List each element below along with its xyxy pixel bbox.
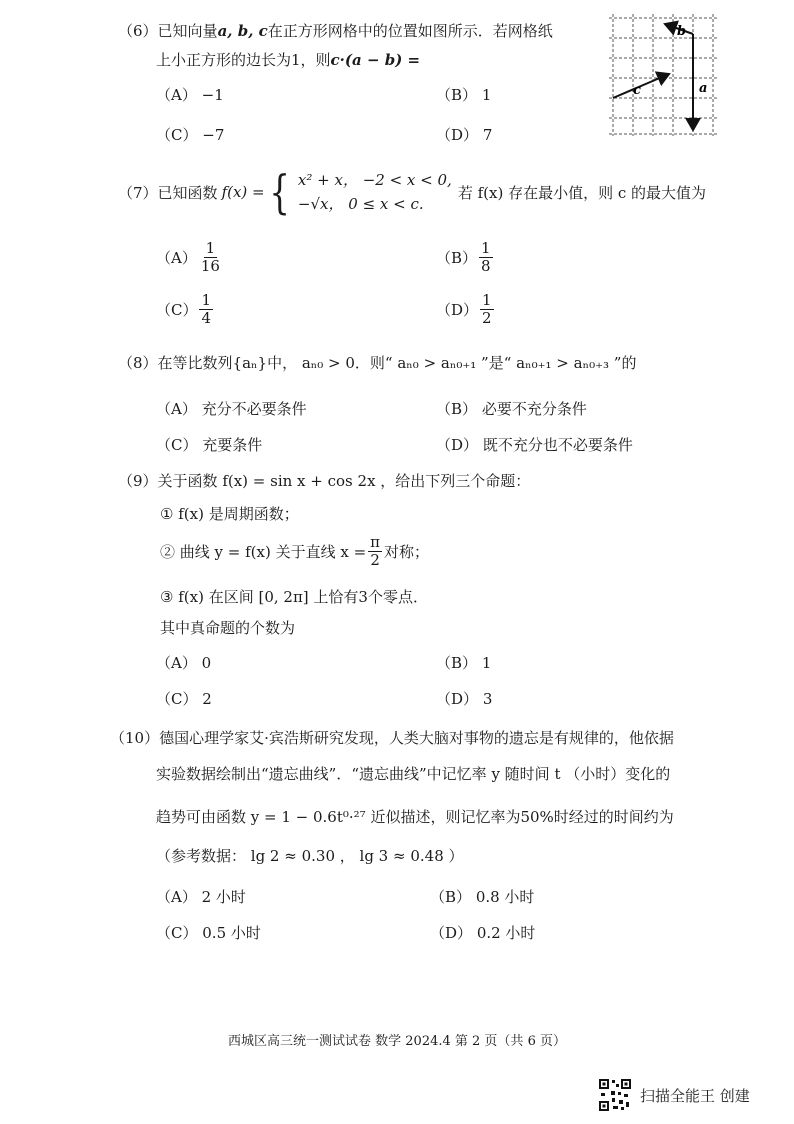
q9-option-c: （C） 2 [156, 690, 212, 708]
q6-expression: c·(a − b) = [330, 51, 421, 69]
q7-piecewise: { x² + x， −2 < x < 0, −√x， 0 ≤ x < c. [269, 165, 452, 219]
q6-stem-line1 [118, 20, 553, 41]
q8-option-d: （D） 既不充分也不必要条件 [436, 436, 633, 454]
watermark-text: 扫描全能王 创建 [640, 1086, 750, 1105]
q7-option-c: （C） $\frac{1}{4}$ [156, 291, 212, 327]
q9-proposition-1: ① f(x) 是周期函数； [160, 505, 299, 523]
q6-vectors: a, b, c [217, 22, 268, 40]
q9-question: 其中真命题的个数为 [160, 619, 296, 637]
q7-function-name: f(x) = [221, 183, 265, 201]
q9-stem [118, 470, 530, 491]
q10-option-c: （C） 0.5 小时 [156, 924, 261, 942]
q6-text-c: 上小正方形的边长为1，则 [156, 51, 331, 69]
q8-number: （8） [118, 354, 158, 372]
q7-stem [118, 165, 707, 219]
q8-option-b: （B） 必要不充分条件 [436, 400, 587, 418]
q10-stem-line3: 趋势可由函数 y = 1 − 0.6t⁰·²⁷ 近似描述，则记忆率为50%时经过的时间约为 [156, 808, 674, 826]
qr-code-icon [598, 1078, 632, 1112]
q7-option-a: （A） $\frac{1}{16}$ [156, 239, 220, 275]
q8-option-a: （A） 充分不必要条件 [156, 400, 307, 418]
label-a: a [699, 81, 708, 96]
q10-stem-line1: （10）德国心理学家艾·宾浩斯研究发现，人类大脑对事物的遗忘是有规律的，他依据 [110, 729, 674, 747]
q8-stem [118, 352, 636, 373]
q9-option-d: （D） 3 [436, 690, 493, 708]
q10-option-d: （D） 0.2 小时 [430, 924, 536, 942]
q9-option-a: （A） 0 [156, 654, 212, 672]
q9-option-b: （B） 1 [436, 654, 492, 672]
q9-proposition-2: ② 曲线 y = f(x) 关于直线 x = $\frac{\pi}{2}$ 对称； [160, 533, 430, 569]
q6-option-b: （B） 1 [436, 86, 492, 104]
q10-option-b: （B） 0.8 小时 [430, 888, 535, 906]
q7-option-d: （D） $\frac{1}{2}$ [436, 291, 492, 327]
q7-case-2: −√x， 0 ≤ x < c. [297, 195, 424, 213]
q6-option-a: （A） −1 [156, 86, 224, 104]
q7-option-b: （B） $\frac{1}{8}$ [436, 239, 491, 275]
q6-option-c: （C） −7 [156, 126, 225, 144]
q6-vector-grid-figure [605, 12, 721, 138]
label-c: c [633, 83, 641, 98]
q10-reference-data: （参考数据： lg 2 ≈ 0.30 ， lg 3 ≈ 0.48 ） [156, 847, 464, 865]
q9-proposition-3: ③ f(x) 在区间 [0, 2π] 上恰有3个零点． [160, 588, 428, 606]
scanner-watermark [598, 1078, 750, 1112]
q9-text: 关于函数 f(x) = sin x + cos 2x ，给出下列三个命题： [157, 472, 531, 490]
q10-option-a: （A） 2 小时 [156, 888, 246, 906]
q10-number: （10） [110, 729, 160, 747]
label-b: b [677, 24, 687, 39]
q8-text: 在等比数列{aₙ}中， aₙ₀ > 0．则“ aₙ₀ > aₙ₀₊₁ ”是“ aₙ₀₊₁ > aₙ₀₊₃ ”的 [157, 354, 637, 372]
q7-text-post: 若 f(x) 存在最小值，则 c 的最大值为 [457, 183, 707, 202]
q7-text-pre: 已知函数 [157, 183, 218, 202]
q7-case-1: x² + x， −2 < x < 0, [297, 171, 452, 189]
q8-option-c: （C） 充要条件 [156, 436, 263, 454]
page-footer: 西城区高三统一测试试卷 数学 2024.4 第 2 页（共 6 页） [228, 1034, 566, 1049]
q6-text-a: 已知向量 [157, 22, 218, 40]
q6-text-b: 在正方形网格中的位置如图所示．若网格纸 [267, 22, 553, 40]
q6-stem-line2 [156, 49, 420, 70]
q10-stem-line2: 实验数据绘制出“遗忘曲线”．“遗忘曲线”中记忆率 y 随时间 t （小时）变化的 [156, 765, 671, 783]
q7-number: （7） [118, 183, 158, 202]
q6-number: （6） [118, 22, 158, 40]
q9-number: （9） [118, 472, 158, 490]
q6-option-d: （D） 7 [436, 126, 493, 144]
